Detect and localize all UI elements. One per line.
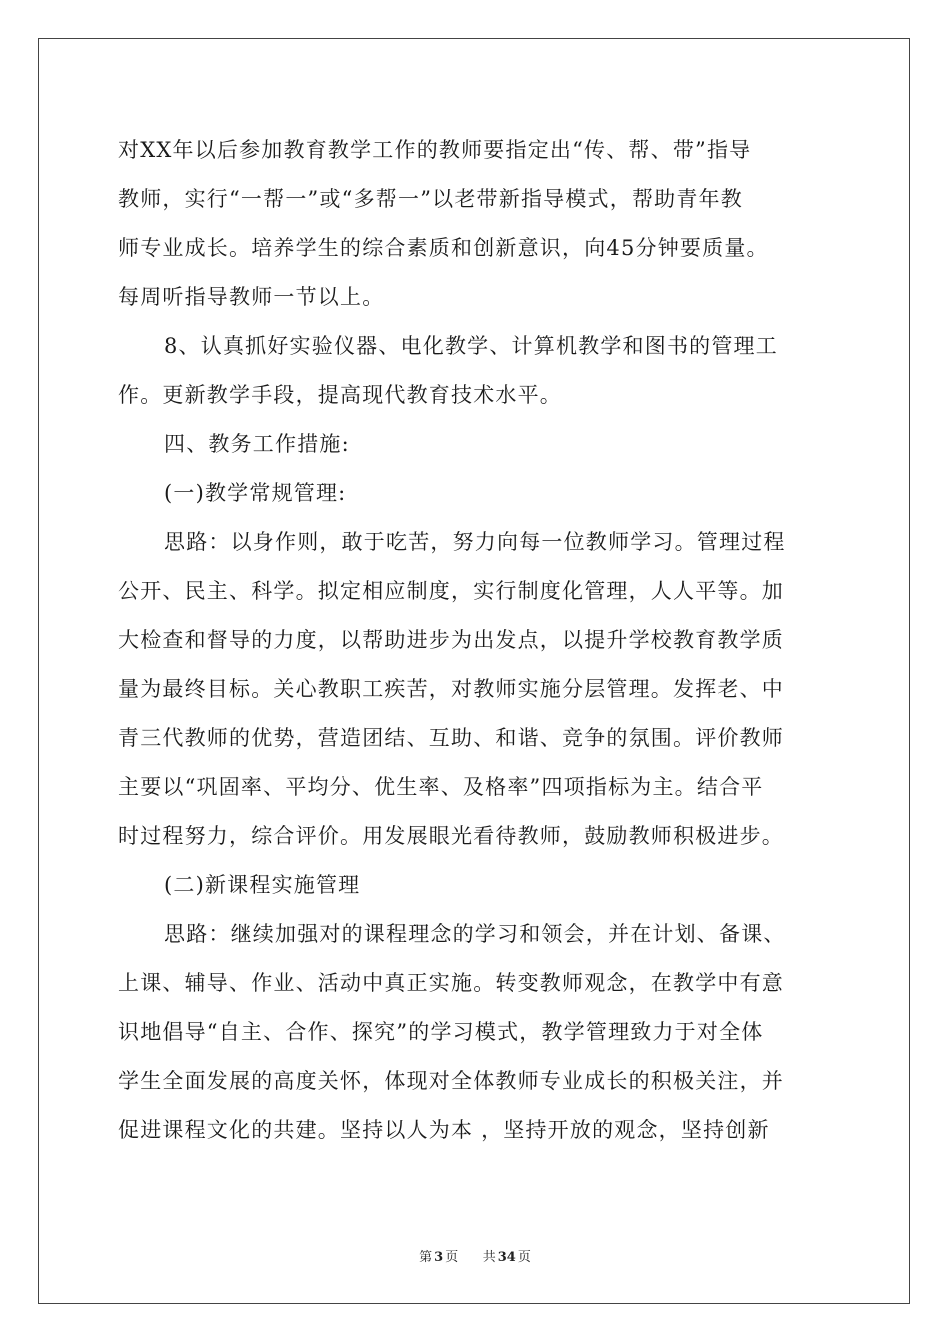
text-line-2: 教师，实行“一帮一”或“多帮一”以老带新指导模式，帮助青年教: [118, 187, 743, 211]
text-line-20: 学生全面发展的高度关怀，体现对全体教师专业成长的积极关注，并: [118, 1069, 784, 1093]
subsection-heading-1: (一)教学常规管理:: [164, 481, 347, 505]
text-line-14: 主要以“巩固率、平均分、优生率、及格率”四项指标为主。结合平: [118, 775, 764, 799]
text-line-21: 促进课程文化的共建。坚持以人为本 ，坚持开放的观念，坚持创新: [118, 1118, 770, 1142]
text-line-12: 量为最终目标。关心教职工疾苦，对教师实施分层管理。发挥老、中: [118, 677, 784, 701]
text-line-10: 公开、民主、科学。拟定相应制度，实行制度化管理，人人平等。加: [118, 579, 784, 603]
section-heading-4: 四、教务工作措施:: [164, 432, 350, 456]
page-suffix: 页: [445, 1250, 459, 1265]
text-line-6: 作。更新教学手段，提高现代教育技术水平。: [118, 383, 562, 407]
text-line-13: 青三代教师的优势，营造团结、互助、和谐、竞争的氛围。评价教师: [118, 726, 784, 750]
total-suffix: 页: [517, 1250, 531, 1265]
total-pages: 34: [497, 1250, 516, 1265]
text-line-4: 每周听指导教师一节以上。: [118, 285, 385, 309]
page-indicator: [417, 1250, 460, 1265]
text-line-1: 对XX年以后参加教育教学工作的教师要指定出“传、帮、带”指导: [118, 138, 752, 162]
text-line-9: 思路：以身作则，敢于吃苦，努力向每一位教师学习。管理过程: [164, 530, 786, 554]
text-line-15: 时过程努力，综合评价。用发展眼光看待教师，鼓励教师积极进步。: [118, 824, 784, 848]
text-line-11: 大检查和督导的力度，以帮助进步为出发点，以提升学校教育教学质: [118, 628, 784, 652]
text-line-17: 思路：继续加强对的课程理念的学习和领会，并在计划、备课、: [164, 922, 786, 946]
text-line-18: 上课、辅导、作业、活动中真正实施。转变教师观念，在教学中有意: [118, 971, 784, 995]
text-line-3: 师专业成长。培养学生的综合素质和创新意识，向45分钟要质量。: [118, 236, 769, 260]
text-line-5: 8、认真抓好实验仪器、电化教学、计算机教学和图书的管理工: [164, 334, 778, 358]
total-prefix: 共: [482, 1250, 496, 1265]
page-prefix: 第: [419, 1250, 433, 1265]
page-number: 3: [434, 1250, 444, 1265]
text-line-19: 识地倡导“自主、合作、探究”的学习模式，教学管理致力于对全体: [118, 1020, 764, 1044]
subsection-heading-2: (二)新课程实施管理: [164, 873, 361, 897]
page-footer: [0, 1246, 950, 1265]
total-pages-indicator: [481, 1250, 533, 1265]
document-body: [118, 126, 832, 1155]
